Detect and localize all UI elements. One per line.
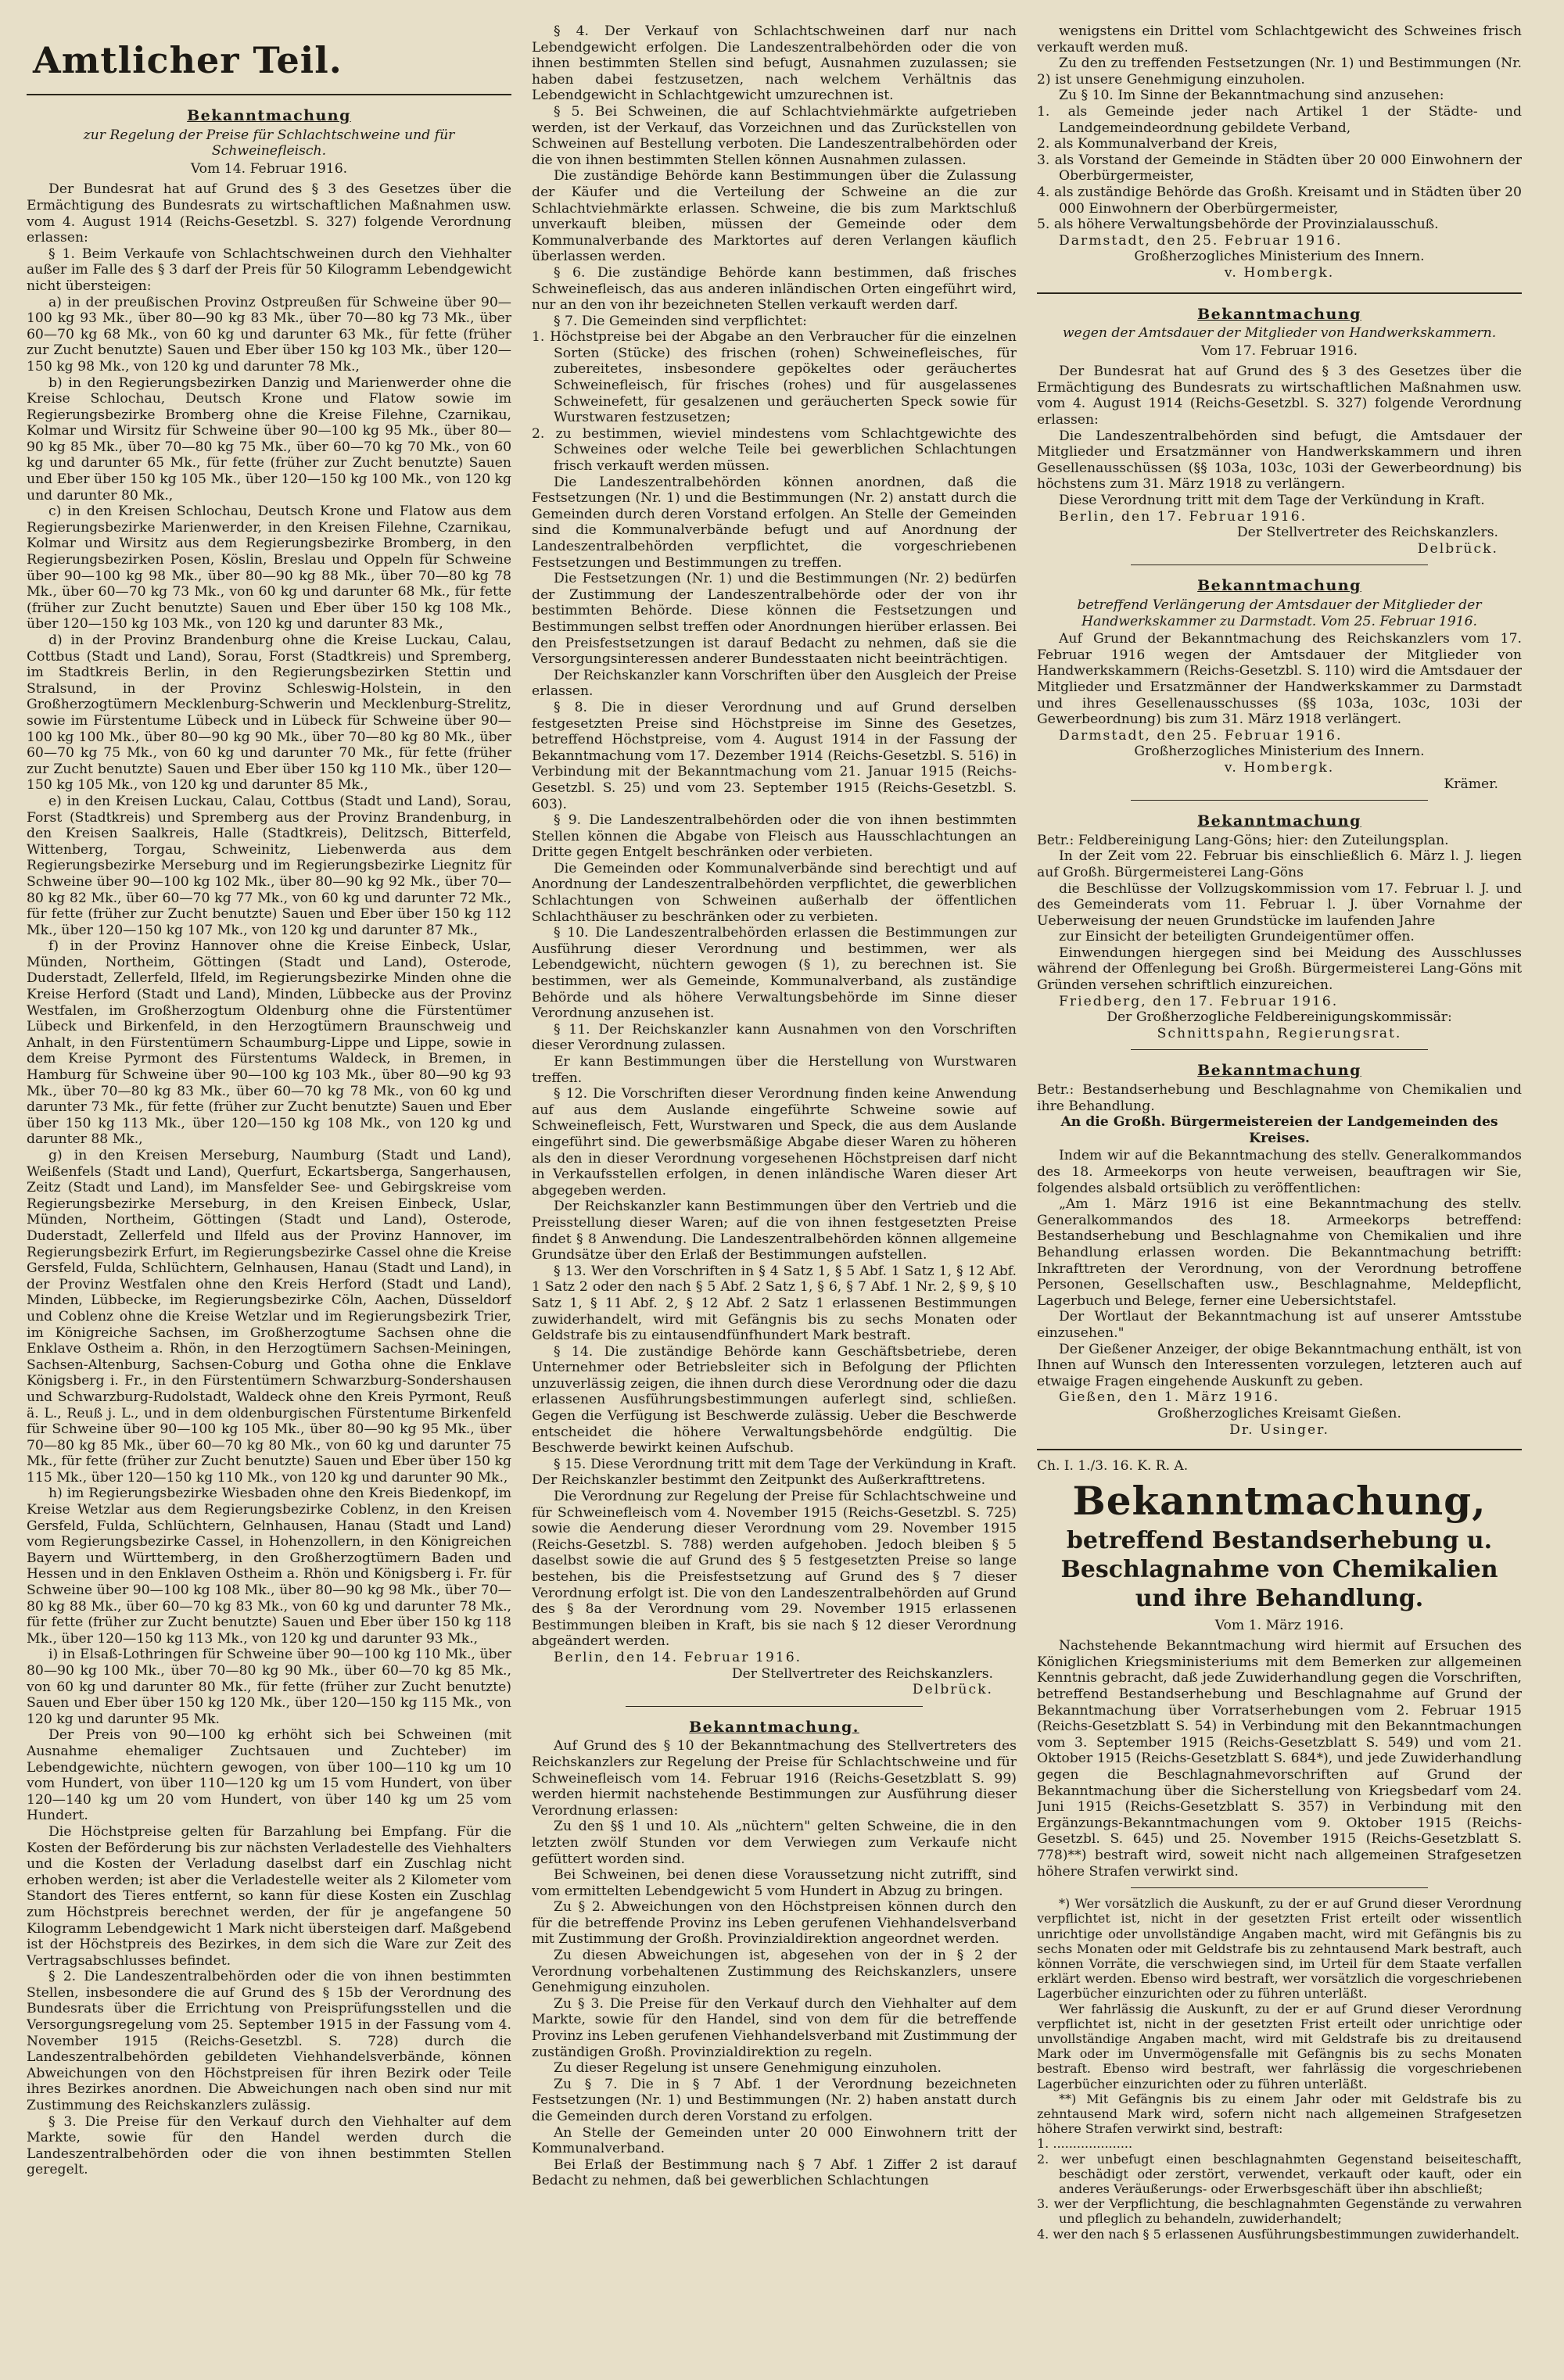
paragraph: Die Landeszentralbehörden sind befugt, die Amtsdauer der Mitglieder und Ersatzmänner von Handwerkskammern und ihren Gesellenausschüssen (§§ 103a, 103c, 103i der Gewerbeordnung) bis höchstens zum 31. März 1918 zu verlängern.	[1037, 428, 1522, 493]
list-item: 4. als zuständige Behörde das Großh. Kreisamt und in Städten über 20 000 Einwohnern der Oberbürgermeister,	[1037, 184, 1522, 217]
paragraph: § 10. Die Landeszentralbehörden erlassen die Bestimmungen zur Ausführung dieser Verordnung und bestimmen, wer als Lebendgewicht, nüchtern gewogen (§ 1), zu berechnen ist. Sie bestimmen, wer als Gemeinde, Kommunalverband, als zuständige Behörde und als höhere Verwaltungsbehörde im Sinne dieser Verordnung anzusehen ist.	[532, 925, 1017, 1022]
footnote-item: 4. wer den nach § 5 erlassenen Ausführungsbestimmungen zuwiderhandelt.	[1037, 2226, 1519, 2242]
list-item: 3. als Vorstand der Gemeinde in Städten über 20 000 Einwohnern der Oberbürgermeister,	[1037, 152, 1522, 185]
paragraph: Der Bundesrat hat auf Grund des § 3 des Gesetzes über die Ermächtigung des Bundesrats zu wirtschaftlichen Maßnahmen usw. vom 4. August 1914 (Reichs-Gesetzbl. S. 327) folgende Verordnung erlassen:	[27, 181, 511, 246]
footnote: **) Mit Gefängnis bis zu einem Jahr oder mit Geldstrafe bis zu zehntausend Mark wird, sofern nicht nach allgemeinen Strafgesetzen höhere Strafen verwirkt sind, bestraft:	[1037, 2091, 1522, 2137]
doc2-heading: Bekanntmachung.	[689, 1718, 859, 1736]
addressee: An die Großh. Bürgermeistereien der Landgemeinden des Kreises.	[1060, 1114, 1498, 1146]
paragraph: Einwendungen hiergegen sind bei Meidung des Ausschlusses während der Offenlegung bei Großh. Bürgermeisterei Lang-Göns mit Gründen versehen schriftlich einzureichen.	[1037, 944, 1522, 994]
place-date: Berlin, den 14. Februar 1916.	[554, 1649, 802, 1665]
paragraph: Zu § 10. Im Sinne der Bekanntmachung sind anzusehen:	[1059, 88, 1444, 104]
section-title: Amtlicher Teil.	[33, 39, 343, 81]
paragraph: zur Einsicht der beteiligten Grundeigentümer offen.	[1059, 929, 1415, 945]
paragraph: Nachstehende Bekanntmachung wird hiermit auf Ersuchen des Königlichen Kriegsministeriums mit dem Bemerken zur allgemeinen Kenntnis gebracht, daß jede Zuwiderhandlung gegen die Vorschriften, betreffend Bestandserhebung und Beschlagnahme auf Grund der Bekanntmachung über Vorratserhebungen vom 2. Februar 1915 (Reichs-Gesetzblatt S. 54) in Verbindung mit den Bekanntmachungen vom 3. September 1915 (Reichs-Gesetzblatt S. 549) und vom 21. Oktober 1915 (Reichs-Gesetzblatt S. 684*), und jede Zuwiderhandlung gegen die Beschlagnahmevorschriften auf Grund der Bekanntmachung über die Sicherstellung von Kriegsbedarf vom 24. Juni 1915 (Reichs-Gesetzblatt S. 357) in Verbindung mit den Ergänzungs-Bekanntmachungen vom 9. Oktober 1915 (Reichs-Gesetzbl. S. 645) und 25. November 1915 (Reichs-Gesetzblatt S. 778)**) bestraft wird, soweit nicht nach allgemeinen Strafgesetzen höhere Strafen verwirkt sind.	[1037, 1638, 1522, 1880]
footnote: *) Wer vorsätzlich die Auskunft, zu der er auf Grund dieser Verordnung verpflichtet ist, nicht in der gesetzten Frist erteilt oder wissentlich unrichtige oder unvollständige Angaben macht, wird mit Gefängnis bis zu sechs Monaten oder mit Geldstrafe bis zu zehntausend Mark bestraft, auch können Vorräte, die verschwiegen sind, im Urteil für dem Staate verfallen erklärt werden. Ebenso wird bestraft, wer vorsätzlich die vorgeschriebenen Lagerbücher einzurichten oder zu führen unterläßt.	[1037, 1896, 1522, 2002]
paragraph: Indem wir auf die Bekanntmachung des stellv. Generalkommandos des 18. Armeekorps von heute verweisen, beauftragen wir Sie, folgendes alsbald ortsüblich zu veröffentlichen:	[1037, 1148, 1522, 1196]
paragraph: § 14. Die zuständige Behörde kann Geschäftsbetriebe, deren Unternehmer oder Betriebsleiter sich in Befolgung der Pflichten unzuverlässig zeigen, die ihnen durch diese Verordnung oder die dazu erlassenen Ausführungsbestimmungen auferlegt sind, schließen. Gegen die Verfügung ist Beschwerde zulässig. Ueber die Beschwerde entscheidet die höhere Verwaltungsbehörde endgültig. Die Beschwerde bewirkt keinen Aufschub.	[532, 1343, 1017, 1457]
paragraph: § 1. Beim Verkaufe von Schlachtschweinen durch den Viehhalter außer im Falle des § 3 darf der Preis für 50 Kilogramm Lebendgewicht nicht übersteigen:	[27, 246, 511, 294]
doc4-subtitle: betreffend Verlängerung der Amtsdauer der Mitglieder der Handwerkskammer zu Darmstadt. Vom 25. Februar 1916.	[1077, 597, 1482, 629]
paragraph: Zu § 2. Abweichungen von den Höchstpreisen können durch den für die betreffende Provinz ins Leben gerufenen Viehhandelsverband mit Zustimmung der Großh. Provinzialdirektion angeordnet werden.	[532, 1899, 1017, 1948]
paragraph: § 4. Der Verkauf von Schlachtschweinen darf nur nach Lebendgewicht erfolgen. Die Landeszentralbehörden oder die von ihnen bestimmten Stellen sind befugt, Ausnahmen zuzulassen; sie haben dabei festzusetzen, nach welchem Verhältnis das Lebendgewicht in Schlachtgewicht umzurechnen ist.	[532, 23, 1017, 104]
place-date: Gießen, den 1. März 1916.	[1059, 1389, 1280, 1406]
paragraph: Er kann Bestimmungen über die Herstellung von Wurstwaren treffen.	[532, 1054, 1017, 1086]
divider	[1037, 1449, 1522, 1450]
signature-name: Delbrück.	[912, 1682, 993, 1698]
doc3-date: Vom 17. Februar 1916.	[1200, 342, 1358, 359]
paragraph: e) in den Kreisen Luckau, Calau, Cottbus (Stadt und Land), Sorau, Forst (Stadtkreis) und Spremberg aus der Provinz Brandenburg, in den Kreisen Saalkreis, Halle (Stadtkreis), Delitzsch, Bitterfeld, Wittenberg, Torgau, Schweinitz, Liebenwerda aus dem Regierungsbezirke Merseburg und im Regierungsbezirke Liegnitz für Schweine über 90—100 kg 102 Mk., über 80—90 kg 92 Mk., über 70—80 kg 82 Mk., über 60—70 kg 77 Mk., von 60 kg und darunter 72 Mk., für fette (früher zur Zucht benutzte) Sauen und Eber über 150 kg 112 Mk., über 120—150 kg 107 Mk., von 120 kg und darunter 87 Mk.,	[27, 793, 511, 938]
doc7-heading: Bekanntmachung,	[1072, 1477, 1487, 1524]
paragraph: Zu diesen Abweichungen ist, abgesehen von der in § 2 der Verordnung vorbehaltenen Zustimmung des Reichskanzlers, unsere Genehmigung einzuholen.	[532, 1948, 1017, 1996]
paragraph: § 2. Die Landeszentralbehörden oder die von ihnen bestimmten Stellen, insbesondere die auf Grund des § 15b der Verordnung des Bundesrats über die Errichtung von Preisprüfungsstellen und die Versorgungsregelung vom 25. September 1915 in der Fassung vom 4. November 1915 (Reichs-Gesetzbl. S. 728) durch die Landeszentralbehörden gebildeten Viehhandelsverbände, können Abweichungen von den Höchstpreisen für ihren Bezirk oder Teile ihres Bezirkes anordnen. Die Abweichungen nach oben sind nur mit Zustimmung des Reichskanzlers zulässig.	[27, 1969, 511, 2114]
paragraph: In der Zeit vom 22. Februar bis einschließlich 6. März l. J. liegen auf Großh. Bürgermeisterei Lang-Göns	[1037, 848, 1522, 880]
doc5-heading: Bekanntmachung	[1197, 812, 1361, 830]
paragraph: Der Preis von 90—100 kg erhöht sich bei Schweinen (mit Ausnahme ehemaliger Zuchtsauen und Zuchteber) im Lebendgewichte, nüchtern gewogen, von über 100—110 kg um 10 vom Hundert, von über 110—120 kg um 15 vom Hundert, von über 120—140 kg um 20 vom Hundert, von über 140 kg um 25 vom Hundert.	[27, 1727, 511, 1824]
list-item: 5. als höhere Verwaltungsbehörde der Provinzialausschuß.	[1037, 217, 1439, 233]
footnote-item: 2. wer unbefugt einen beschlagnahmten Gegenstand beiseiteschafft, beschädigt oder zerstört, verwendet, verkauft oder kauft, oder ein anderes Veräußerungs- oder Erwerbsgeschäft über ihn abschließt;	[1037, 2151, 1522, 2197]
doc3-heading: Bekanntmachung	[1197, 305, 1361, 323]
column-fade	[1037, 2353, 1522, 2361]
ministry-name: Großherzogliches Ministerium des Innern.	[1134, 744, 1425, 760]
doc1-heading: Bekanntmachung	[187, 107, 351, 124]
office-name: Großherzogliches Kreisamt Gießen.	[1157, 1405, 1401, 1421]
signature-title: Der Stellvertreter des Reichskanzlers.	[731, 1665, 993, 1682]
paragraph: i) in Elsaß-Lothringen für Schweine über 90—100 kg 110 Mk., über 80—90 kg 100 Mk., über 70—80 kg 90 Mk., über 60—70 kg 85 Mk., von 60 kg und darunter 80 Mk., für fette (früher zur Zucht benutzte) Sauen und Eber über 150 kg 120 Mk., über 120—150 kg 115 Mk., von 120 kg und darunter 95 Mk.	[27, 1647, 511, 1727]
signature-name: Delbrück.	[1417, 540, 1498, 557]
place-date: Darmstadt, den 25. Februar 1916.	[1059, 727, 1343, 744]
initials: Krämer.	[1444, 776, 1498, 792]
doc7-subtitle: betreffend Bestandserhebung u. Beschlagnahme von Chemikalien und ihre Behandlung.	[1060, 1526, 1498, 1612]
place-date: Darmstadt, den 25. Februar 1916.	[1059, 232, 1343, 249]
divider	[1131, 1049, 1428, 1050]
paragraph: Zu den zu treffenden Festsetzungen (Nr. 1) und Bestimmungen (Nr. 2) ist unsere Genehmigung einzuholen.	[1037, 56, 1522, 88]
paragraph: Die Festsetzungen (Nr. 1) und die Bestimmungen (Nr. 2) bedürfen der Zustimmung der Landeszentralbehörde oder der von ihr bestimmten Behörde. Diese können die Festsetzungen und Bestimmungen selbst treffen oder Anordnungen hierüber erlassen. Bei den Preisfestsetzungen ist darauf Bedacht zu nehmen, daß sie die Versorgungsinteressen anderer Bundesstaaten nicht beeinträchtigen.	[532, 571, 1017, 668]
doc4-heading: Bekanntmachung	[1197, 577, 1361, 595]
paragraph: d) in der Provinz Brandenburg ohne die Kreise Luckau, Calau, Cottbus (Stadt und Land), Sorau, Forst (Stadtkreis) und Spremberg, im Stadtkreis Berlin, in den Regierungsbezirken Stettin und Stralsund, in der Provinz Schleswig-Holstein, in den Großherzogtümern Mecklenburg-Schwerin und Mecklenburg-Strelitz, sowie im Fürstentume Lübeck und in Lübeck für Schweine über 90—100 kg 100 Mk., über 80—90 kg 90 Mk., über 70—80 kg 80 Mk., über 60—70 kg 75 Mk., von 60 kg und darunter 70 Mk., für fette (früher zur Zucht benutzte) Sauen und Eber über 150 kg 110 Mk., über 120—150 kg 105 Mk., von 120 kg und darunter 85 Mk.,	[27, 633, 511, 794]
column-1	[27, 23, 511, 2361]
paragraph: Die Landeszentralbehörden können anordnen, daß die Festsetzungen (Nr. 1) und die Bestimmungen (Nr. 2) anstatt durch die Gemeinden durch deren Vorstand erfolgen. An Stelle der Gemeinden sind die Kommunalverbände befugt und auf Anordnung der Landeszentralbehörden verpflichtet, die vorgeschriebenen Festsetzungen und Bestimmungen zu treffen.	[532, 474, 1017, 571]
signer-name: Schnittspahn, Regierungsrat.	[1157, 1025, 1402, 1041]
signer-name: v. Hombergk.	[1224, 759, 1335, 776]
place-date: Friedberg, den 17. Februar 1916.	[1059, 993, 1339, 1009]
doc1-date: Vom 14. Februar 1916.	[190, 160, 348, 177]
reference-code: Ch. I. 1./3. 16. K. R. A.	[1037, 1458, 1189, 1475]
column-fade	[27, 2353, 511, 2361]
paragraph: Der Reichskanzler kann Bestimmungen über den Vertrieb und die Preisstellung dieser Waren; auf die von ihnen festgesetzten Preise findet § 8 Anwendung. Die Landeszentralbehörden können allgemeine Grundsätze über den Erlaß der Bestimmungen aufstellen.	[532, 1199, 1017, 1263]
paragraph: Die Gemeinden oder Kommunalverbände sind berechtigt und auf Anordnung der Landeszentralbehörden verpflichtet, die gewerblichen Schlachtungen von Schweinen außerhalb der öffentlichen Schlachthäuser zu beschränken oder zu verbieten.	[532, 860, 1017, 925]
paragraph: Die Verordnung zur Regelung der Preise für Schlachtschweine und für Schweinefleisch vom 4. November 1915 (Reichs-Gesetzbl. S. 725) sowie die Aenderung dieser Verordnung vom 29. November 1915 (Reichs-Gesetzbl. S. 788) werden aufgehoben. Jedoch bleiben § 5 daselbst sowie die auf Grund des § 5 festgesetzten Preise so lange bestehen, bis die Preisfestsetzung auf Grund des § 7 dieser Verordnung erfolgt ist. Die von den Landeszentralbehörden auf Grund des § 8a der Verordnung vom 29. November 1915 erlassenen Bestimmungen bleiben in Kraft, bis sie nach § 12 dieser Verordnung abgeändert werden.	[532, 1489, 1017, 1650]
divider	[626, 1706, 923, 1707]
signature-title: Der Stellvertreter des Reichskanzlers.	[1236, 525, 1498, 541]
title-rule	[27, 94, 511, 95]
doc3-subtitle: wegen der Amtsdauer der Mitglieder von Handwerkskammern.	[1062, 325, 1497, 342]
signer-name: Dr. Usinger.	[1229, 1421, 1329, 1438]
paragraph: Der Bundesrat hat auf Grund des § 3 des Gesetzes über die Ermächtigung des Bundesrats zu wirtschaftlichen Maßnahmen usw. vom 4. August 1914 (Reichs-Gesetzbl. S. 327) folgende Verordnung erlassen:	[1037, 364, 1522, 428]
paragraph: b) in den Regierungsbezirken Danzig und Marienwerder ohne die Kreise Schlochau, Deutsch Krone und Flatow sowie im Regierungsbezirke Bromberg ohne die Kreise Filehne, Czarnikau, Kolmar und Wirsitz für Schweine über 90—100 kg 95 Mk., über 80—90 kg 85 Mk., über 70—80 kg 75 Mk., über 60—70 kg 70 Mk., von 60 kg und darunter 65 Mk., für fette (früher zur Zucht benutzte) Sauen und Eber über 150 kg 105 Mk., über 120—150 kg 100 Mk., von 120 kg und darunter 80 Mk.,	[27, 375, 511, 504]
list-item: 2. zu bestimmen, wieviel mindestens vom Schlachtgewichte des Schweines oder welche Teile bei gewerblichen Schlachtungen frisch verkauft werden müssen.	[532, 425, 1017, 475]
paragraph: h) im Regierungsbezirke Wiesbaden ohne den Kreis Biedenkopf, im Kreise Wetzlar aus dem Regierungsbezirke Coblenz, in den Kreisen Gersfeld, Fulda, Schlüchtern, Gelnhausen, Hanau (Stadt und Land) vom Regierungsbezirke Cassel, in Hohenzollern, in den Königreichen Bayern und Württemberg, in den Großherzogtümern Baden und Hessen und in den Enklaven Ostheim a. Rhön und Königsberg i. Fr. für Schweine über 90—100 kg 108 Mk., über 80—90 kg 98 Mk., über 70—80 kg 88 Mk., über 60—70 kg 83 Mk., von 60 kg und darunter 78 Mk., für fette (früher zur Zucht benutzte) Sauen und Eber über 150 kg 118 Mk., über 120—150 kg 113 Mk., von 120 kg und darunter 93 Mk.,	[27, 1486, 511, 1647]
paragraph: § 7. Die Gemeinden sind verpflichtet:	[554, 313, 807, 329]
paragraph: Bei Schweinen, bei denen diese Voraussetzung nicht zutrifft, sind vom ermittelten Lebendgewicht 5 vom Hundert in Abzug zu bringen.	[532, 1867, 1017, 1899]
paragraph: Zu § 7. Die in § 7 Abf. 1 der Verordnung bezeichneten Festsetzungen (Nr. 1) und Bestimmungen (Nr. 2) haben anstatt durch die Gemeinden durch deren Vorstand zu erfolgen.	[532, 2076, 1017, 2124]
column-fade	[532, 2353, 1017, 2361]
paragraph: § 11. Der Reichskanzler kann Ausnahmen von den Vorschriften dieser Verordnung zulassen.	[532, 1021, 1017, 1054]
list-item: 2. als Kommunalverband der Kreis,	[1037, 136, 1278, 152]
paragraph: Zu § 3. Die Preise für den Verkauf durch den Viehhalter auf dem Markte, sowie für den Handel, sind von dem für die betreffende Provinz ins Leben gerufenen Viehhandelsverband mit Zustimmung der zuständigen Großh. Provinzialdirektion zu regeln.	[532, 1995, 1017, 2060]
paragraph: § 6. Die zuständige Behörde kann bestimmen, daß frisches Schweinefleisch, das aus anderen inländischen Orten eingeführt wird, nur an den von ihr bezeichneten Stellen verkauft werden darf.	[532, 264, 1017, 314]
list-item: 1. Höchstpreise bei der Abgabe an den Verbraucher für die einzelnen Sorten (Stücke) des frischen (rohen) Schweinefleisches, für zubereitetes, insbesondere gepökeltes oder geräuchertes Schweinefleisch, für frisches (rohes) und für ausgelassenes Schweinefett, für gesalzenen und geräucherten Speck sowie für Wurstwaren festzusetzen;	[532, 329, 1017, 426]
footnote-item: 1. ....................	[1037, 2136, 1133, 2152]
paragraph: Der Wortlaut der Bekanntmachung ist auf unserer Amtsstube einzusehen."	[1037, 1309, 1522, 1341]
paragraph: „Am 1. März 1916 ist eine Bekanntmachung des stellv. Generalkommandos des 18. Armeekorps betreffend: Bestandserhebung und Beschlagnahme von Chemikalien und ihre Behandlung erlassen worden. Die Bekanntmachung betrifft: Inkrafttreten der Verordnung, von der Verordnung betroffene Personen, Gesellschaften usw., Beschlagnahme, Meldepflicht, Lagerbuch und Belege, ferner eine Uebersichtstafel.	[1037, 1196, 1522, 1309]
paragraph: Die zuständige Behörde kann Bestimmungen über die Zulassung der Käufer und die Verteilung der Schweine an die zur Schlachtviehmärkte erlassen. Schweine, die bis zum Marktschluß unverkauft bleiben, müssen der Gemeinde oder dem Kommunalverbande des Marktortes auf deren Verlangen käuflich überlassen werden.	[532, 168, 1017, 265]
doc1-body	[27, 181, 511, 2178]
ministry-name: Großherzogliches Ministerium des Innern.	[1134, 249, 1425, 265]
paragraph: § 8. Die in dieser Verordnung und auf Grund derselben festgesetzten Preise sind Höchstpreise im Sinne des Gesetzes, betreffend Höchstpreise, vom 4. August 1914 in der Fassung der Bekanntmachung vom 17. Dezember 1914 (Reichs-Gesetzbl. S. 516) in Verbindung mit der Bekanntmachung vom 21. Januar 1915 (Reichs-Gesetzbl. S. 25) und vom 23. September 1915 (Reichs-Gesetzbl. S. 603).	[532, 699, 1017, 812]
paragraph: g) in den Kreisen Merseburg, Naumburg (Stadt und Land), Weißenfels (Stadt und Land), Querfurt, Eckartsberga, Sangerhausen, Zeitz (Stadt und Land), im Mansfelder See- und Gebirgskreise vom Regierungsbezirke Merseburg, in den Kreisen Einbeck, Uslar, Münden, Northeim, Göttingen (Stadt und Land), Osterode, Duderstadt, Zellerfeld und Ilfeld aus der Provinz Hannover, im Regierungsbezirk Erfurt, im Regierungsbezirke Cassel ohne die Kreise Gersfeld, Fulda, Schlüchtern, Gelnhausen, Hanau (Stadt und Land), in der Provinz Westfalen ohne den Kreis Herford (Stadt und Land), Minden, Lübbecke, im Regierungsbezirke Cöln, Aachen, Düsseldorf und Coblenz ohne die Kreise Wetzlar und im Regierungsbezirk Trier, im Königreiche Sachsen, im Großherzogtume Sachsen ohne die Enklave Ostheim a. Rhön, in den Herzogtümern Sachsen-Meiningen, Sachsen-Altenburg, Sachsen-Coburg und Gotha ohne die Enklave Königsberg i. Fr., in den Fürstentümern Schwarzburg-Sondershausen und Schwarzburg-Rudolstadt, Waldeck ohne den Kreis Pyrmont, Reuß ä. L., Reuß j. L., und in dem oldenburgischen Fürstentume Birkenfeld für Schweine über 90—100 kg 105 Mk., über 80—90 kg 95 Mk., über 70—80 kg 85 Mk., über 60—70 kg 80 Mk., von 60 kg und darunter 75 Mk., für fette (früher zur Zucht benutzte) Sauen und Eber über 150 kg 115 Mk., über 120—150 kg 110 Mk., von 120 kg und darunter 90 Mk.,	[27, 1148, 511, 1486]
paragraph: Zu den §§ 1 und 10. Als „nüchtern" gelten Schweine, die in den letzten zwölf Stunden vor dem Verwiegen zum Verkaufe nicht gefüttert worden sind.	[532, 1819, 1017, 1867]
footnote: Wer fahrlässig die Auskunft, zu der er auf Grund dieser Verordnung verpflichtet ist, nicht in der gesetzten Frist erteilt oder unrichtige oder unvollständige Angaben macht, wird mit Geldstrafe bis zu dreitausend Mark oder im Unvermögensfalle mit Gefängnis bis zu sechs Monaten bestraft. Ebenso wird bestraft, wer fahrlässig die vorgeschriebenen Lagerbücher einzurichten oder zu führen unterläßt.	[1037, 2001, 1522, 2091]
divider	[1131, 800, 1428, 801]
paragraph: die Beschlüsse der Vollzugskommission vom 17. Februar l. J. und des Gemeinderats vom 11. Februar l. J. über Vornahme der Ueberweisung der neuen Grundstücke im laufenden Jahre	[1037, 880, 1522, 929]
paragraph: Auf Grund der Bekanntmachung des Reichskanzlers vom 17. Februar 1916 wegen der Amtsdauer der Mitglieder von Handwerkskammern (Reichs-Gesetzbl. S. 110) wird die Amtsdauer der Mitglieder und Ersatzmänner der Handwerkskammer zu Darmstadt und ihres Gesellenausschusses (§§ 103a, 103c, 103i der Gewerbeordnung) bis zum 31. März 1918 verlängert.	[1037, 631, 1522, 728]
paragraph: Auf Grund des § 10 der Bekanntmachung des Stellvertreters des Reichskanzlers zur Regelung der Preise für Schlachtschweine und für Schweinefleisch vom 14. Februar 1916 (Reichs-Gesetzblatt S. 99) werden hiermit nachstehende Bestimmungen zur Ausführung dieser Verordnung erlassen:	[532, 1738, 1017, 1819]
divider	[1131, 1887, 1428, 1888]
paragraph: § 13. Wer den Vorschriften in § 4 Satz 1, § 5 Abf. 1 Satz 1, § 12 Abf. 1 Satz 2 oder den nach § 5 Abf. 2 Satz 1, § 6, § 7 Abf. 1 Nr. 2, § 9, § 10 Satz 1, § 11 Abf. 2, § 12 Abf. 2 Satz 1 erlassenen Bestimmungen zuwiderhandelt, wird mit Gefängnis bis zu sechs Monaten oder Geldstrafe bis zu eintausendfünfhundert Mark bestraft.	[532, 1263, 1017, 1344]
paragraph: An Stelle der Gemeinden unter 20 000 Einwohnern tritt der Kommunalverband.	[532, 2124, 1017, 2157]
paragraph: Der Gießener Anzeiger, der obige Bekanntmachung enthält, ist von Ihnen auf Wunsch den Interessenten vorzulegen, letzteren auch auf etwaige Fragen eingehende Auskunft zu geben.	[1037, 1341, 1522, 1389]
paragraph: Die Höchstpreise gelten für Barzahlung bei Empfang. Für die Kosten der Beförderung bis zur nächsten Verladestelle des Viehhalters und die Kosten der Verladung daselbst darf ein Zuschlag nicht erhoben werden; ist aber die Verladestelle weiter als 2 Kilometer vom Standort des Tieres entfernt, so kann für diese Kosten ein Zuschlag zum Höchstpreis berechnet werden, der für je angefangene 50 Kilogramm Lebendgewicht 1 Mark nicht übersteigen darf. Maßgebend ist der Höchstpreis des Bezirkes, in dem sich die Ware zur Zeit des Vertragsabschlusses befindet.	[27, 1823, 511, 1969]
paragraph: § 15. Diese Verordnung tritt mit dem Tage der Verkündung in Kraft. Der Reichskanzler bestimmt den Zeitpunkt des Außerkrafttretens.	[532, 1456, 1017, 1489]
paragraph: Zu dieser Regelung ist unsere Genehmigung einzuholen.	[554, 2060, 942, 2077]
paragraph: f) in der Provinz Hannover ohne die Kreise Einbeck, Uslar, Münden, Northeim, Göttingen (Stadt und Land), Osterode, Duderstadt, Zellerfeld, Ilfeld, im Regierungsbezirke Minden ohne die Kreise Herford (Stadt und Land), Minden, Lübbecke aus der Provinz Westfalen, im Großherzogtum Oldenburg ohne die Fürstentümer Lübeck und Birkenfeld, in den Herzogtümern Braunschweig und Anhalt, in den Fürstentümern Schaumburg-Lippe und Lippe, sowie in dem Kreise Pyrmont des Fürstentums Waldeck, in Bremen, in Hamburg für Schweine über 90—100 kg 103 Mk., über 80—90 kg 93 Mk., über 70—80 kg 83 Mk., über 60—70 kg 78 Mk., von 60 kg und darunter 73 Mk., für fette (früher zur Zucht benutzte) Sauen und Eber über 150 kg 113 Mk., über 120—150 kg 108 Mk., von 120 kg und darunter 88 Mk.,	[27, 938, 511, 1148]
paragraph: Der Reichskanzler kann Vorschriften über den Ausgleich der Preise erlassen.	[532, 667, 1017, 700]
footnote-item: 3. wer der Verpflichtung, die beschlagnahmten Gegenstände zu verwahren und pfleglich zu behandeln, zuwiderhandelt;	[1037, 2196, 1522, 2227]
paragraph: c) in den Kreisen Schlochau, Deutsch Krone und Flatow aus dem Regierungsbezirke Marienwerder, in den Kreisen Filehne, Czarnikau, Kolmar und Wirsitz aus dem Regierungsbezirke Bromberg, in den Regierungsbezirken Posen, Köslin, Breslau und Oppeln für Schweine über 90—100 kg 98 Mk., über 80—90 kg 88 Mk., über 70—80 kg 78 Mk., über 60—70 kg 73 Mk., von 60 kg und darunter 68 Mk., für fette (früher zur Zucht benutzte) Sauen und Eber über 150 kg 108 Mk., über 120—150 kg 103 Mk., von 120 kg und darunter 83 Mk.,	[27, 504, 511, 633]
paragraph: § 9. Die Landeszentralbehörden oder die von ihnen bestimmten Stellen können die Abgabe von Fleisch aus Hausschlachtungen an Dritte gegen Entgelt beschränken oder verbieten.	[532, 812, 1017, 861]
paragraph: § 3. Die Preise für den Verkauf durch den Viehhalter auf dem Markte, sowie für den Handel werden durch die Landeszentralbehörden oder die von ihnen bestimmten Stellen geregelt.	[27, 2113, 511, 2178]
paragraph: Diese Verordnung tritt mit dem Tage der Verkündung in Kraft.	[1059, 493, 1485, 509]
paragraph: § 12. Die Vorschriften dieser Verordnung finden keine Anwendung auf aus dem Auslande eingeführte Schweine sowie auf Schweinefleisch, Fett, Wurstwaren und Speck, die aus dem Auslande eingeführt sind. Die gewerbsmäßige Abgabe dieser Waren zu höheren als den in dieser Verordnung vorgesehenen Höchstpreisen darf nicht in Verkaufsstellen erfolgen, in denen inländische Waren dieser Art abgegeben werden.	[532, 1086, 1017, 1199]
paragraph: wenigstens ein Drittel vom Schlachtgewicht des Schweines frisch verkauft werden muß.	[1037, 23, 1522, 56]
betr-line: Betr.: Bestandserhebung und Beschlagnahme von Chemikalien und ihre Behandlung.	[1037, 1082, 1522, 1114]
doc6-heading: Bekanntmachung	[1197, 1062, 1361, 1080]
doc7-date: Vom 1. März 1916.	[1214, 1617, 1344, 1633]
betr-line: Betr.: Feldbereinigung Lang-Göns; hier: den Zuteilungsplan.	[1037, 832, 1449, 848]
list-item: 1. als Gemeinde jeder nach Artikel 1 der Städte- und Landgemeindeordnung gebildete Verband,	[1037, 103, 1522, 136]
paragraph: § 5. Bei Schweinen, die auf Schlachtviehmärkte aufgetrieben werden, ist der Verkauf, das Vorzeichnen und das Zurückstellen von Schweinen auf Bestellung verboten. Die Landeszentralbehörden oder die von ihnen bestimmten Stellen können Ausnahmen zulassen.	[532, 103, 1017, 168]
place-date: Berlin, den 17. Februar 1916.	[1059, 508, 1308, 525]
paragraph: a) in der preußischen Provinz Ostpreußen für Schweine über 90—100 kg 93 Mk., über 80—90 kg 83 Mk., über 70—80 kg 73 Mk., über 60—70 kg 68 Mk., von 60 kg und darunter 63 Mk., für fette (früher zur Zucht benutzte) Sauen und Eber über 150 kg 103 Mk., über 120—150 kg 98 Mk., von 120 kg und darunter 78 Mk.,	[27, 294, 511, 375]
divider	[1037, 292, 1522, 294]
office-name: Der Großherzogliche Feldbereinigungskommissär:	[1107, 1009, 1452, 1026]
doc1-subtitle: zur Regelung der Preise für Schlachtschweine und für Schweinefleisch.	[83, 127, 455, 160]
paragraph: Bei Erlaß der Bestimmung nach § 7 Abf. 1 Ziffer 2 ist darauf Bedacht zu nehmen, daß bei gewerblichen Schlachtungen	[532, 2156, 1017, 2189]
signer-name: v. Hombergk.	[1224, 264, 1335, 281]
column-3	[1037, 23, 1522, 2361]
column-2	[532, 23, 1017, 2361]
